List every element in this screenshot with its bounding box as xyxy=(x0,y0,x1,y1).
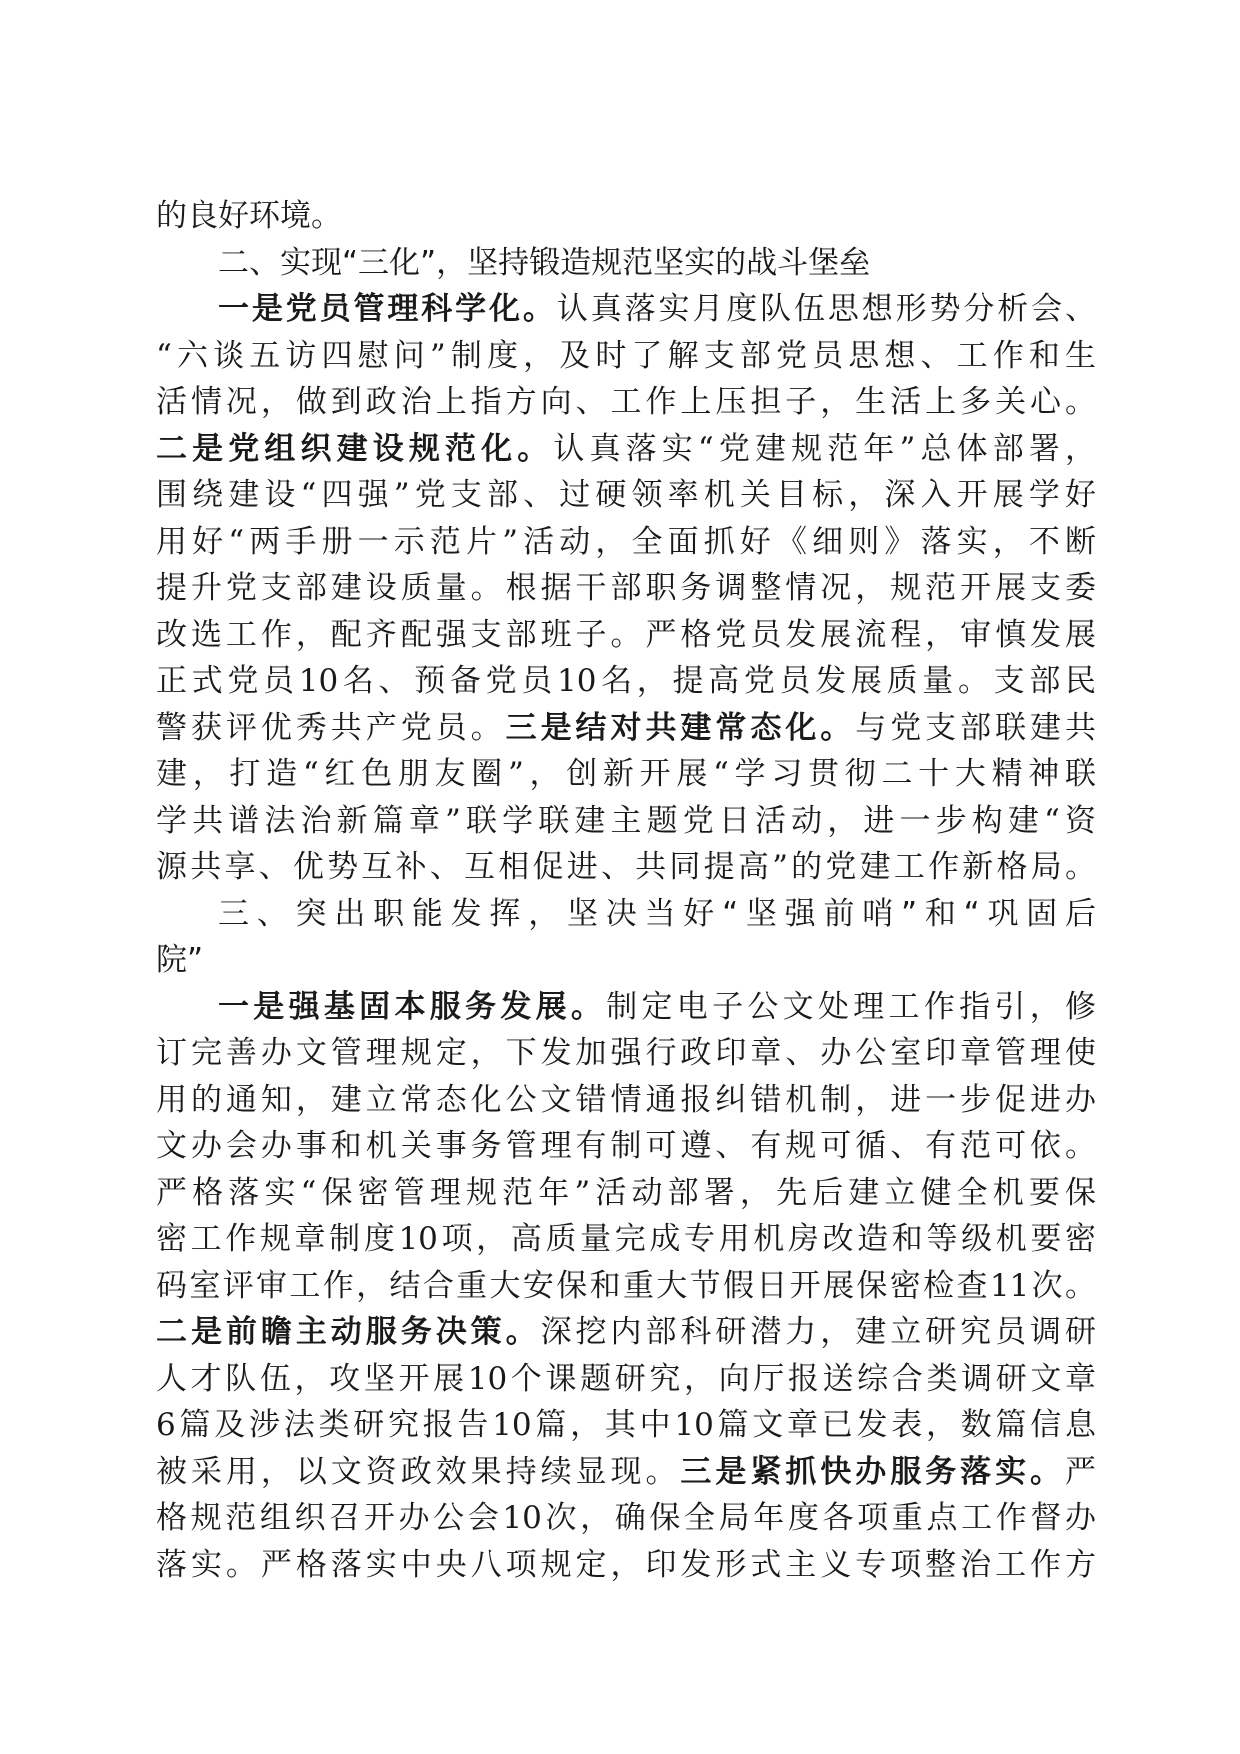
text-segment: 用的通知，建立常态化公文错情通报纠错机制，进一步促进办 xyxy=(156,1081,1096,1118)
text-segment: 改选工作，配齐配强支部班子。严格党员发展流程，审慎发展 xyxy=(156,616,1096,653)
bold-lead-phrase: 三是结对共建常态化。 xyxy=(505,709,856,746)
text-line xyxy=(156,1030,1096,1077)
text-segment: 活情况，做到政治上指方向、工作上压担子，生活上多关心。 xyxy=(156,384,1096,420)
text-line xyxy=(156,1309,1096,1356)
text-segment: 认真落实“党建规范年”总体部署， xyxy=(553,430,1097,467)
text-line xyxy=(156,798,1096,845)
text-segment: 文办会办事和机关事务管理有制可遵、有规可循、有范可依。 xyxy=(156,1128,1096,1164)
text-line xyxy=(156,612,1096,659)
text-line xyxy=(156,333,1096,380)
text-segment: 订完善办文管理规定，下发加强行政印章、办公室印章管理使 xyxy=(156,1035,1096,1071)
document-body-text xyxy=(156,193,1096,1588)
text-line xyxy=(156,193,1096,240)
text-line xyxy=(156,937,1096,984)
text-segment: 严 xyxy=(1065,1453,1096,1490)
text-segment: 学共谱法治新篇章”联学联建主题党日活动，进一步构建“资 xyxy=(156,802,1096,839)
text-segment: 用好“两手册一示范片”活动，全面抓好《细则》落实，不断 xyxy=(156,523,1096,560)
text-line xyxy=(156,891,1096,938)
bold-lead-phrase: 二是党组织建设规范化。 xyxy=(156,430,554,467)
text-line xyxy=(156,240,1096,287)
text-segment: 源共享、优势互补、互相促进、共同提高”的党建工作新格局。 xyxy=(156,849,1096,885)
text-line xyxy=(156,705,1096,752)
text-line xyxy=(156,1263,1096,1310)
text-segment: 制定电子公文处理工作指引，修 xyxy=(606,988,1097,1025)
text-segment: 码室评审工作，结合重大安保和重大节假日开展保密检查11次。 xyxy=(156,1267,1096,1304)
text-segment: 建，打造“红色朋友圈”，创新开展“学习贯彻二十大精神联 xyxy=(156,756,1096,792)
text-segment: 正式党员10名、预备党员10名，提高党员发展质量。支部民 xyxy=(156,663,1096,699)
text-segment: 的良好环境。 xyxy=(156,198,342,234)
text-line xyxy=(156,1170,1096,1217)
bold-lead-phrase: 一是强基固本服务发展。 xyxy=(218,988,607,1025)
text-segment: 认真落实月度队伍思想形势分析会、 xyxy=(556,291,1097,327)
text-line xyxy=(156,1077,1096,1124)
text-segment: “六谈五访四慰问”制度，及时了解支部党员思想、工作和生 xyxy=(156,337,1096,374)
text-segment: 与党支部联建共 xyxy=(855,709,1097,746)
text-segment: 密工作规章制度10项，高质量完成专用机房改造和等级机要密 xyxy=(156,1221,1096,1257)
text-segment: 警获评优秀共产党员。 xyxy=(156,709,506,746)
bold-lead-phrase: 一是党员管理科学化。 xyxy=(218,291,557,327)
text-line xyxy=(156,286,1096,333)
bold-lead-phrase: 三是紧抓快办服务落实。 xyxy=(680,1453,1065,1490)
text-segment: 围绕建设“四强”党支部、过硬领率机关目标，深入开展学好 xyxy=(156,477,1096,513)
text-line xyxy=(156,658,1096,705)
text-line xyxy=(156,984,1096,1031)
text-segment: 深挖内部科研潜力，建立研究员调研 xyxy=(540,1314,1096,1350)
text-segment: 6篇及涉法类研究报告10篇，其中10篇文章已发表，数篇信息 xyxy=(156,1407,1096,1443)
text-line xyxy=(156,519,1096,566)
text-line xyxy=(156,472,1096,519)
text-line xyxy=(156,751,1096,798)
text-segment: 被采用，以文资政效果持续显现。 xyxy=(156,1453,681,1490)
text-line xyxy=(156,1402,1096,1449)
text-segment: 提升党支部建设质量。根据干部职务调整情况，规范开展支委 xyxy=(156,570,1096,606)
text-line xyxy=(156,1123,1096,1170)
text-line xyxy=(156,565,1096,612)
text-segment: 二、实现“三化”，坚持锻造规范坚实的战斗堡垒 xyxy=(218,244,871,281)
text-segment: 三、突出职能发挥，坚决当好“坚强前哨”和“巩固后 xyxy=(218,895,1096,932)
text-segment: 落实。严格落实中央八项规定，印发形式主义专项整治工作方 xyxy=(156,1546,1096,1583)
text-segment: 院” xyxy=(156,942,204,978)
text-line xyxy=(156,379,1096,426)
text-line xyxy=(156,1449,1096,1496)
text-line xyxy=(156,1495,1096,1542)
text-segment: 严格落实“保密管理规范年”活动部署，先后建立健全机要保 xyxy=(156,1174,1096,1211)
text-line xyxy=(156,1356,1096,1403)
text-line xyxy=(156,426,1096,473)
text-segment: 人才队伍，攻坚开展10个课题研究，向厅报送综合类调研文章 xyxy=(156,1360,1096,1397)
text-line xyxy=(156,844,1096,891)
text-segment: 格规范组织召开办公会10次，确保全局年度各项重点工作督办 xyxy=(156,1500,1096,1536)
text-line xyxy=(156,1216,1096,1263)
text-line xyxy=(156,1542,1096,1589)
bold-lead-phrase: 二是前瞻主动服务决策。 xyxy=(156,1314,541,1350)
